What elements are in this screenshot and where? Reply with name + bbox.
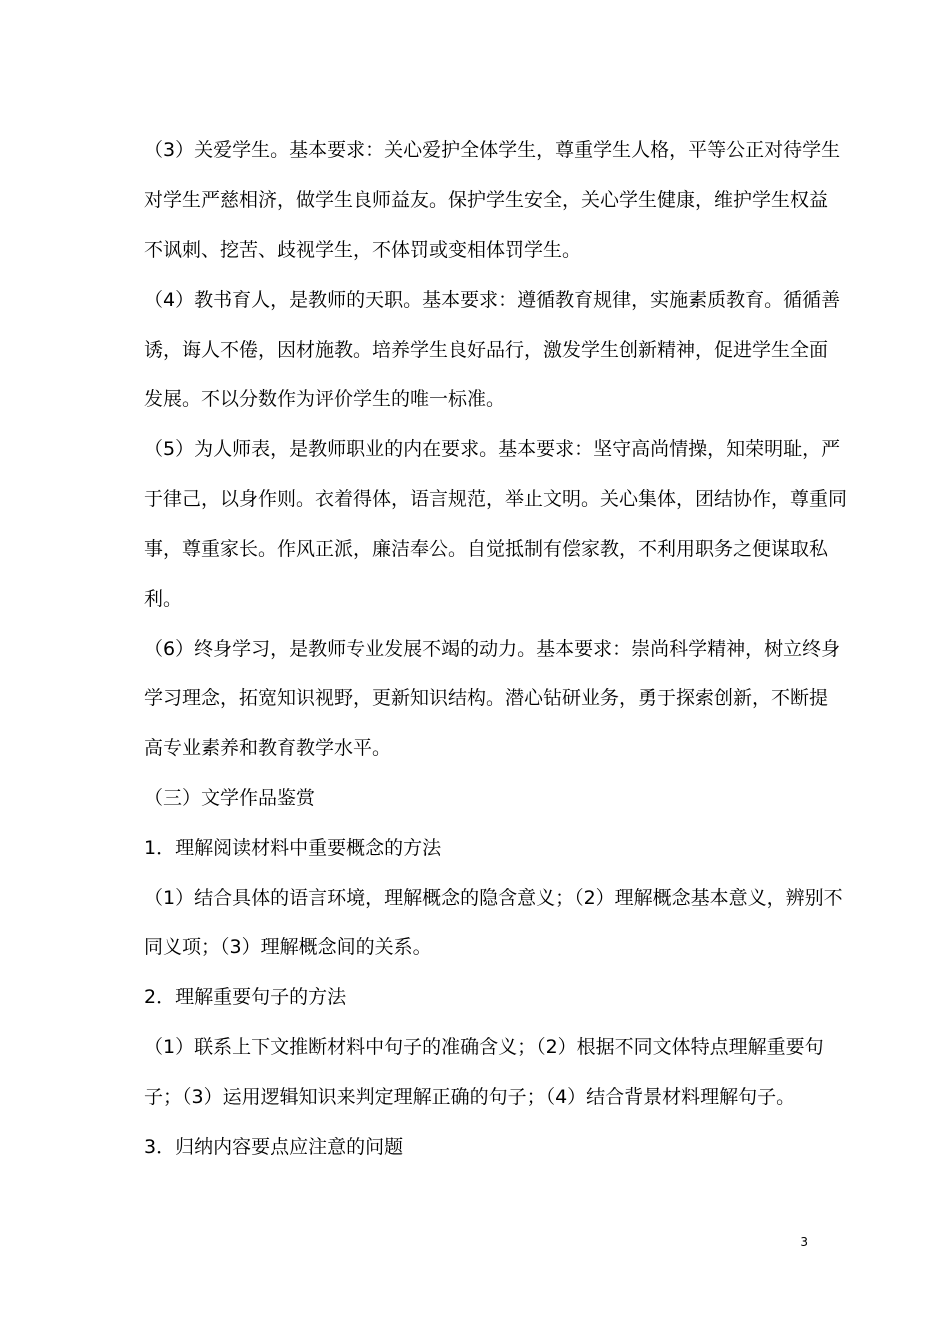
text-line: 诱，诲人不倦，因材施教。培养学生良好品行，激发学生创新精神，促进学生全面 <box>144 339 829 361</box>
text-line: 同义项；（3）理解概念间的关系。 <box>144 936 432 958</box>
text-line: 于律己，以身作则。衣着得体，语言规范，举止文明。关心集体，团结协作，尊重同 <box>144 488 848 510</box>
text-line: （6）终身学习，是教师专业发展不竭的动力。基本要求：崇尚科学精神，树立终身 <box>144 638 841 660</box>
text-line: 事，尊重家长。作风正派，廉洁奉公。自觉抵制有偿家教，不利用职务之便谋取私 <box>144 538 829 560</box>
page-number: 3 <box>800 1235 808 1249</box>
text-line: （1）联系上下文推断材料中句子的准确含义；（2）根据不同文体特点理解重要句 <box>144 1036 824 1058</box>
text-line: 利。 <box>144 588 183 610</box>
subsection-heading: 2．理解重要句子的方法 <box>144 986 347 1008</box>
subsection-heading: 1．理解阅读材料中重要概念的方法 <box>144 837 442 859</box>
text-line: （3）关爱学生。基本要求：关心爱护全体学生，尊重学生人格，平等公正对待学生 <box>144 139 841 161</box>
text-line: （1）结合具体的语言环境，理解概念的隐含意义；（2）理解概念基本意义，辨别不 <box>144 887 843 909</box>
section-heading: （三）文学作品鉴赏 <box>144 787 316 809</box>
text-line: （5）为人师表，是教师职业的内在要求。基本要求：坚守高尚情操，知荣明耻，严 <box>144 438 841 460</box>
text-line: 不讽刺、挖苦、歧视学生，不体罚或变相体罚学生。 <box>144 239 582 261</box>
text-line: 学习理念，拓宽知识视野，更新知识结构。潜心钻研业务，勇于探索创新，不断提 <box>144 687 829 709</box>
text-line: 子；（3）运用逻辑知识来判定理解正确的句子；（4）结合背景材料理解句子。 <box>144 1086 796 1108</box>
text-line: 发展。不以分数作为评价学生的唯一标准。 <box>144 388 506 410</box>
subsection-heading: 3．归纳内容要点应注意的问题 <box>144 1136 404 1158</box>
text-line: （4）教书育人，是教师的天职。基本要求：遵循教育规律，实施素质教育。循循善 <box>144 289 841 311</box>
text-line: 对学生严慈相济，做学生良师益友。保护学生安全，关心学生健康，维护学生权益 <box>144 189 829 211</box>
text-line: 高专业素养和教育教学水平。 <box>144 737 392 759</box>
